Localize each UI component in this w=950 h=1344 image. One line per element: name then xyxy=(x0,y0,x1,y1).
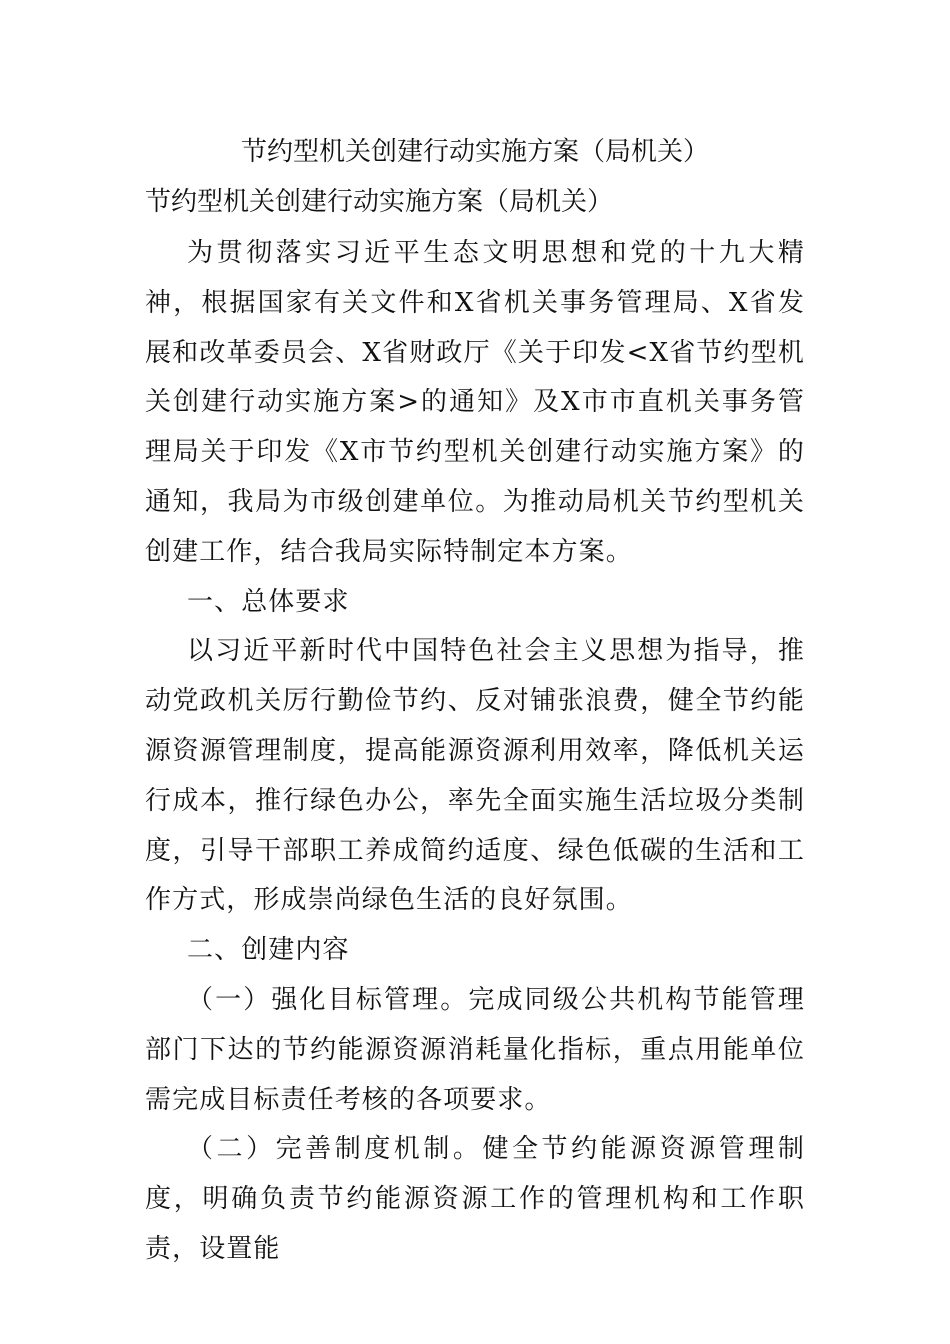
general-requirements-paragraph: 以习近平新时代中国特色社会主义思想为指导，推动党政机关厉行勤俭节约、反对铺张浪费，健全节约能源资源管理制度，提高能源资源利用效率，降低机关运行成本，推行绿色办公，率先全面实施生活垃圾分类制度，引导干部职工养成简约适度、绿色低碳的生活和工作方式，形成崇尚绿色生活的良好氛围。 xyxy=(145,636,805,916)
document-subtitle: 节约型机关创建行动实施方案（局机关） xyxy=(145,187,614,217)
section-heading-creation-content: 二、创建内容 xyxy=(187,935,350,966)
item-system-mechanism: （二）完善制度机制。健全节约能源资源管理制度，明确负责节约能源资源工作的管理机构和工作职责，设置能 xyxy=(145,1134,805,1264)
document-title: 节约型机关创建行动实施方案（局机关） xyxy=(240,137,709,167)
document-body xyxy=(145,229,805,1275)
intro-paragraph: 为贯彻落实习近平生态文明思想和党的十九大精神，根据国家有关文件和X省机关事务管理局、X省发展和改革委员会、X省财政厅《关于印发<X省节约型机关创建行动实施方案>的通知》及X市市直机关事务管理局关于印发《X市节约型机关创建行动实施方案》的通知，我局为市级创建单位。为推动局机关节约型机关创建工作，结合我局实际特制定本方案。 xyxy=(145,238,805,567)
item-target-management: （一）强化目标管理。完成同级公共机构节能管理部门下达的节约能源资源消耗量化指标，重点用能单位需完成目标责任考核的各项要求。 xyxy=(145,984,805,1115)
section-heading-general-requirements: 一、总体要求 xyxy=(187,586,350,617)
